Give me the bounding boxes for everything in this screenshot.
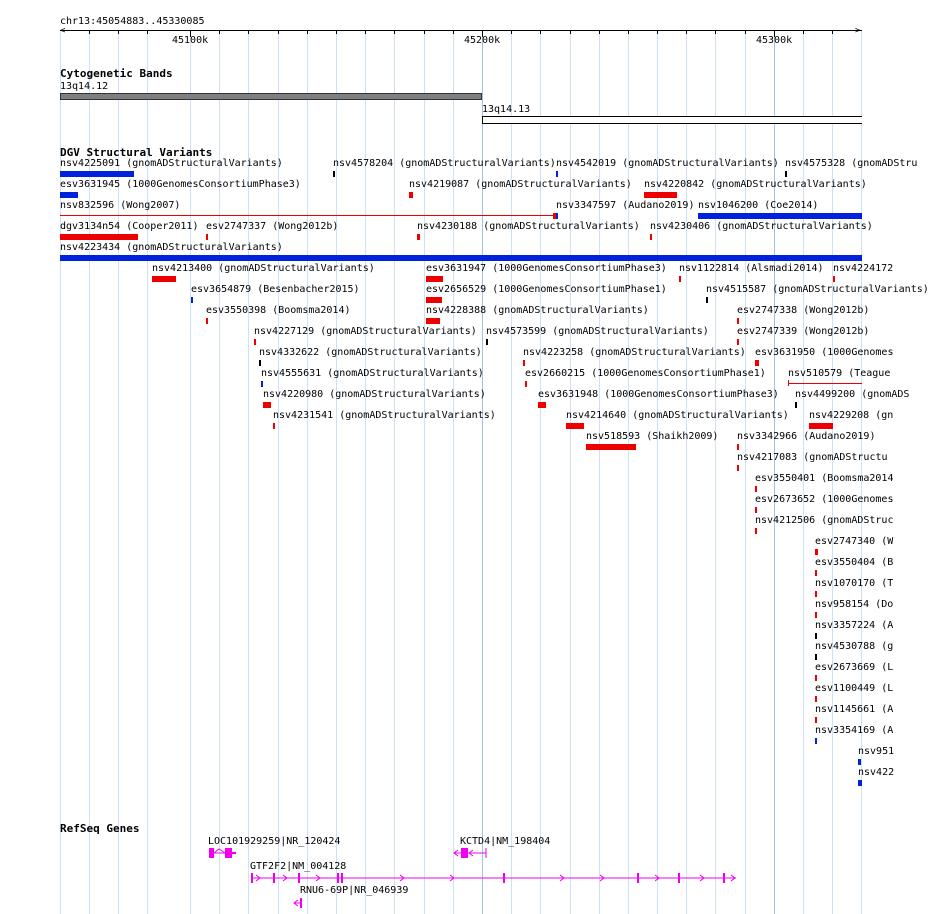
variant-feature[interactable]: [426, 297, 442, 303]
variant-label: nsv4578204 (gnomADStructuralVariants): [333, 158, 556, 169]
variant-feature[interactable]: [815, 675, 817, 681]
variant-label: nsv4231541 (gnomADStructuralVariants): [273, 410, 496, 421]
variant-feature[interactable]: [426, 276, 443, 282]
variant-feature[interactable]: [815, 570, 817, 576]
cytoband-track-title[interactable]: Cytogenetic Bands: [60, 67, 173, 80]
variant-feature[interactable]: [60, 215, 556, 216]
variant-label: esv2747340 (W: [815, 536, 894, 547]
variant-feature[interactable]: [417, 234, 420, 240]
variant-label: esv3631950 (1000Genomes: [755, 347, 894, 358]
variant-label: nsv4220980 (gnomADStructuralVariants): [263, 389, 486, 400]
ruler-axis: [60, 30, 862, 31]
variant-label: nsv4219087 (gnomADStructuralVariants): [409, 179, 632, 190]
variant-label: nsv4515587 (gnomADStructuralVariants): [706, 284, 929, 295]
variant-feature[interactable]: [809, 423, 833, 429]
variant-feature[interactable]: [644, 192, 677, 198]
variant-label: nsv4224172: [833, 263, 894, 274]
variant-label: esv3631945 (1000GenomesConsortiumPhase3): [60, 179, 301, 190]
variant-feature[interactable]: [261, 381, 263, 387]
variant-label: esv2673652 (1000Genomes: [755, 494, 894, 505]
variant-feature[interactable]: [795, 402, 797, 408]
variant-feature[interactable]: [755, 507, 757, 513]
variant-label: nsv1145661 (A: [815, 704, 894, 715]
variant-label: nsv510579 (Teague: [788, 368, 891, 379]
variant-label: esv3654879 (Besenbacher2015): [191, 284, 360, 295]
variant-label: esv2747339 (Wong2012b): [737, 326, 870, 337]
variant-feature[interactable]: [858, 780, 862, 786]
variant-label: esv2656529 (1000GenomesConsortiumPhase1): [426, 284, 667, 295]
variant-label: esv3550404 (B: [815, 557, 894, 568]
ruler-tick-label: 45300k: [756, 35, 793, 46]
variant-label: nsv3347597 (Audano2019): [556, 200, 695, 211]
band-label: 13q14.12: [60, 81, 109, 92]
coordinate-label: chr13:45054883..45330085: [60, 16, 205, 27]
variant-label: esv2673669 (L: [815, 662, 894, 673]
variant-feature[interactable]: [263, 402, 271, 408]
variant-feature[interactable]: [737, 339, 739, 345]
variant-feature[interactable]: [785, 171, 787, 177]
variant-label: nsv4542019 (gnomADStructuralVariants): [556, 158, 779, 169]
variant-label: nsv4230188 (gnomADStructuralVariants): [417, 221, 640, 232]
variant-label: nsv4575328 (gnomADStru: [785, 158, 918, 169]
refseq-track-title[interactable]: RefSeq Genes: [60, 822, 140, 835]
variant-feature[interactable]: [706, 297, 708, 303]
variant-label: esv1100449 (L: [815, 683, 894, 694]
variant-label: nsv1046200 (Coe2014): [698, 200, 819, 211]
variant-label: nsv4217083 (gnomADStructu: [737, 452, 888, 463]
variant-label: nsv832596 (Wong2007): [60, 200, 181, 211]
variant-feature[interactable]: [650, 234, 652, 240]
cytoband-13q14-13[interactable]: [482, 116, 862, 124]
variant-feature[interactable]: [426, 318, 440, 324]
variant-label: nsv1122814 (Alsmadi2014): [679, 263, 824, 274]
variant-feature[interactable]: [815, 549, 818, 555]
variant-feature[interactable]: [556, 171, 558, 177]
variant-feature[interactable]: [152, 276, 176, 282]
gene-model-rnu6-69p[interactable]: [294, 898, 302, 908]
variant-feature[interactable]: [788, 383, 862, 384]
variant-label: nsv4230406 (gnomADStructuralVariants): [650, 221, 873, 232]
variant-feature[interactable]: [60, 255, 862, 261]
variant-feature[interactable]: [698, 213, 862, 219]
gene-model-gtf2f2[interactable]: [251, 873, 736, 883]
variant-feature[interactable]: [737, 465, 739, 471]
variant-label: nsv3357224 (A: [815, 620, 894, 631]
variant-feature[interactable]: [409, 192, 413, 198]
ruler-tick-label: 45200k: [464, 35, 501, 46]
variant-feature[interactable]: [858, 759, 861, 765]
variant-feature[interactable]: [566, 423, 584, 429]
gene-label: GTF2F2|NM_004128: [250, 861, 347, 872]
variant-feature[interactable]: [556, 213, 558, 219]
variant-label: nsv4227129 (gnomADStructuralVariants): [254, 326, 477, 337]
variant-label: nsv3342966 (Audano2019): [737, 431, 876, 442]
variant-feature[interactable]: [259, 360, 261, 366]
variant-label: nsv4332622 (gnomADStructuralVariants): [259, 347, 482, 358]
variant-label: nsv1070170 (T: [815, 578, 894, 589]
variant-feature[interactable]: [788, 380, 789, 386]
variant-feature[interactable]: [191, 297, 193, 303]
variant-label: nsv4225091 (gnomADStructuralVariants): [60, 158, 283, 169]
variant-feature[interactable]: [815, 633, 817, 639]
gene-label: KCTD4|NM_198404: [460, 836, 551, 847]
variant-feature[interactable]: [755, 486, 757, 492]
variant-feature[interactable]: [755, 528, 757, 534]
variant-feature[interactable]: [737, 444, 739, 450]
variant-feature[interactable]: [273, 423, 275, 429]
variant-feature[interactable]: [815, 591, 817, 597]
variant-label: nsv4212506 (gnomADStruc: [755, 515, 894, 526]
variant-label: esv2660215 (1000GenomesConsortiumPhase1): [525, 368, 766, 379]
variant-feature[interactable]: [815, 654, 817, 660]
band-label: 13q14.13: [482, 104, 531, 115]
variant-feature[interactable]: [206, 234, 208, 240]
variant-feature[interactable]: [737, 318, 739, 324]
variant-feature[interactable]: [815, 738, 817, 744]
variant-label: nsv4214640 (gnomADStructuralVariants): [566, 410, 789, 421]
variant-label: nsv951: [858, 746, 895, 757]
variant-feature[interactable]: [60, 234, 138, 240]
dgv-track-title[interactable]: DGV Structural Variants: [60, 146, 213, 159]
variant-label: esv2747338 (Wong2012b): [737, 305, 870, 316]
gene-label: RNU6-69P|NR_046939: [300, 885, 409, 896]
cytoband-13q14-12[interactable]: [60, 93, 482, 100]
ruler-left-arrow: <: [60, 26, 66, 36]
variant-label: nsv422: [858, 767, 895, 778]
variant-feature[interactable]: [586, 444, 636, 450]
variant-label: nsv4499200 (gnomADS: [795, 389, 910, 400]
variant-feature[interactable]: [60, 171, 134, 177]
variant-label: dgv3134n54 (Cooper2011): [60, 221, 199, 232]
variant-label: nsv958154 (Do: [815, 599, 894, 610]
variant-feature[interactable]: [254, 339, 256, 345]
variant-feature[interactable]: [755, 360, 759, 366]
variant-label: esv3631948 (1000GenomesConsortiumPhase3): [538, 389, 779, 400]
variant-feature[interactable]: [679, 276, 681, 282]
variant-label: nsv4573599 (gnomADStructuralVariants): [486, 326, 709, 337]
variant-label: nsv4220842 (gnomADStructuralVariants): [644, 179, 867, 190]
variant-label: nsv4530788 (g: [815, 641, 894, 652]
variant-feature[interactable]: [538, 402, 546, 408]
variant-feature[interactable]: [815, 612, 817, 618]
variant-feature[interactable]: [206, 318, 208, 324]
variant-feature[interactable]: [486, 339, 488, 345]
variant-feature[interactable]: [815, 717, 817, 723]
variant-feature[interactable]: [333, 171, 335, 177]
variant-label: nsv4223434 (gnomADStructuralVariants): [60, 242, 283, 253]
variant-label: nsv4228388 (gnomADStructuralVariants): [426, 305, 649, 316]
variant-label: nsv4555631 (gnomADStructuralVariants): [261, 368, 484, 379]
variant-label: esv2747337 (Wong2012b): [206, 221, 339, 232]
variant-label: esv3550401 (Boomsma2014: [755, 473, 894, 484]
variant-label: esv3631947 (1000GenomesConsortiumPhase3): [426, 263, 667, 274]
variant-feature[interactable]: [523, 360, 525, 366]
variant-feature[interactable]: [833, 276, 835, 282]
ruler-right-arrow: >: [855, 26, 861, 36]
variant-feature[interactable]: [525, 381, 527, 387]
variant-label: nsv4223258 (gnomADStructuralVariants): [523, 347, 746, 358]
gene-label: LOC101929259|NR_120424: [208, 836, 341, 847]
variant-label: nsv4213400 (gnomADStructuralVariants): [152, 263, 375, 274]
gene-model-loc101929259[interactable]: [209, 848, 236, 858]
variant-label: nsv3354169 (A: [815, 725, 894, 736]
variant-feature[interactable]: [815, 696, 817, 702]
ruler-tick-label: 45100k: [172, 35, 209, 46]
variant-label: nsv518593 (Shaikh2009): [586, 431, 719, 442]
variant-label: esv3550398 (Boomsma2014): [206, 305, 351, 316]
variant-label: nsv4229208 (gn: [809, 410, 894, 421]
variant-feature[interactable]: [60, 192, 78, 198]
